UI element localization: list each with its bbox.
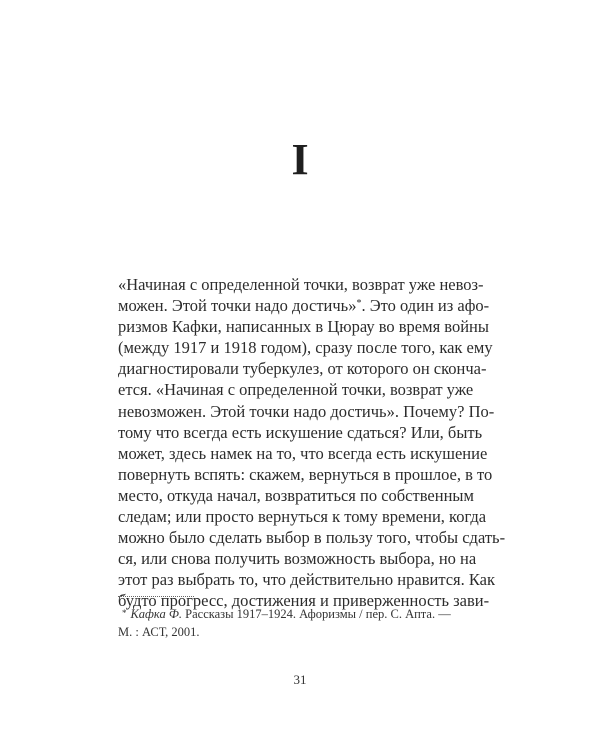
chapter-numeral: I: [291, 135, 309, 184]
text-line: диагностировали туберкулез, от которого он сконча-: [118, 359, 487, 379]
text-line: невозможен. Этой точки надо достичь». Почему? По-: [118, 401, 495, 421]
footnote: [118, 605, 458, 641]
footnote-line: М. : АСТ, 2001.: [118, 625, 200, 639]
footnote-author: Кафка Ф.: [130, 607, 183, 621]
text-line: ется. «Начиная с определенной точки, возврат уже: [118, 380, 474, 400]
text-line: ся, или снова получить возможность выбора, но на: [118, 549, 477, 569]
footnote-divider: [118, 596, 194, 597]
text-line: можно было сделать выбор в пользу того, чтобы сдать-: [118, 528, 506, 548]
footnote-reference: *: [356, 298, 362, 310]
text-fragment: можен. Этой точки надо достичь»: [118, 296, 357, 316]
text-line: следам; или просто вернуться к тому времени, когда: [118, 507, 487, 527]
footnote-line: [118, 605, 458, 623]
text-line: повернуть вспять: скажем, вернуться в прошлое, в то: [118, 464, 493, 484]
text-line: тому что всегда есть искушение сдаться? Или, быть: [118, 422, 483, 442]
text-line: ризмов Кафки, написанных в Цюрау во время войны: [118, 317, 489, 337]
main-text: [118, 274, 506, 612]
footnote-citation: Рассказы 1917–1924. Афоризмы / пер. С. Апта. —: [185, 607, 451, 621]
text-fragment: .: [361, 296, 370, 316]
text-line: «Начиная с определенной точки, возврат уже невоз-: [118, 275, 484, 294]
text-line: может, здесь намек на то, что всегда есть искушение: [118, 443, 488, 463]
page-number: 31: [293, 672, 307, 687]
text-line: [118, 295, 490, 316]
text-line: будто прогресс, достижения и приверженность зави-: [118, 591, 490, 611]
text-line: (между 1917 и 1918 годом), сразу после того, как ему: [118, 338, 493, 358]
text-line: место, откуда начал, возвратиться по собственным: [118, 485, 474, 505]
footnote-marker: *: [122, 608, 127, 618]
text-line: этот раз выбрать то, что действительно нравится. Как: [118, 570, 496, 590]
text-fragment: Это один из афо-: [369, 296, 490, 316]
